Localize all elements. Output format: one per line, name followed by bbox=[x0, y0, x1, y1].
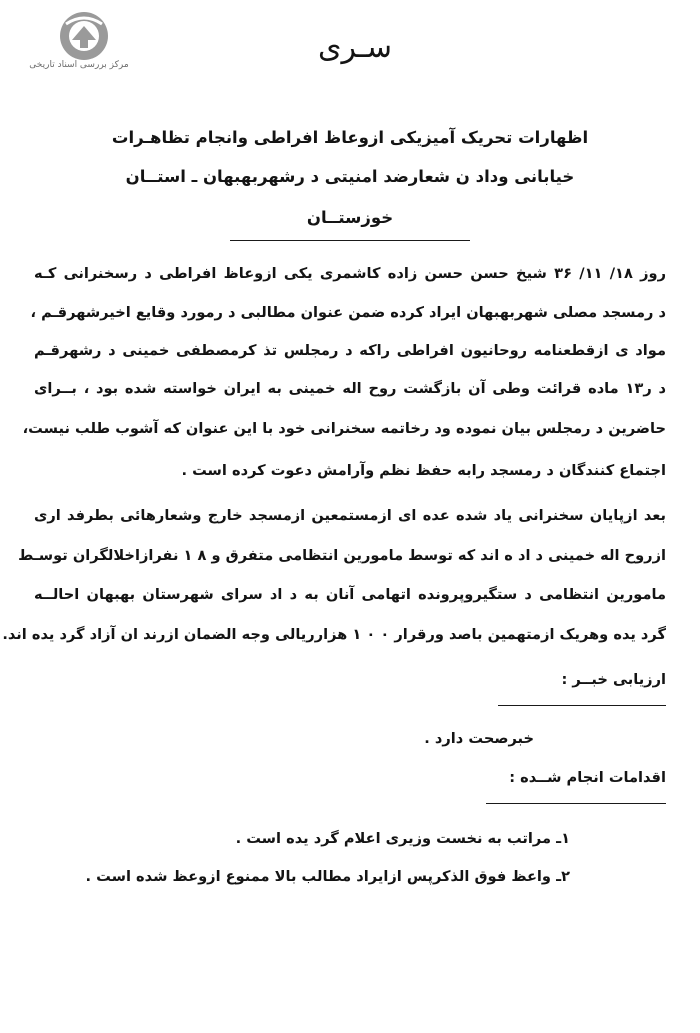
body-line-6: اجتماع کنندگان د رمسجد رابه حفظ نظم وآرامش دعوت کرده است . bbox=[181, 462, 666, 479]
body-line-9: مامورین انتظامی د ستگیروپرونده اتهامی آنان به د اد سرای شهرستان بهبهان احالــه bbox=[34, 586, 666, 603]
archive-logo-caption: مرکز بررسی اسناد تاریخی bbox=[29, 60, 129, 70]
body-line-7: بعد ازپایان سخنرانی یاد شده عده ای ازمستمعین ازمسجد خارج وشعارهائی بطرفد اری bbox=[34, 507, 666, 524]
action-item-2: ۲ـ واعظ فوق الذکرپس ازایراد مطالب بالا ممنوع ازوعظ شده است . bbox=[85, 868, 570, 885]
action-item-1: ۱ـ مراتب به نخست وزیری اعلام گرد یده است . bbox=[235, 830, 570, 847]
title-line-3: خوزستــان bbox=[306, 208, 394, 227]
assessment-label: ارزیابی خبــر : bbox=[561, 671, 666, 688]
assessment-underline bbox=[498, 705, 666, 706]
body-line-8: ازروح اله خمینی د اد ه اند که توسط مامورین انتظامی متفرق و ۸ ۱ نفرازاخلالگران توسـط bbox=[18, 547, 666, 564]
classification-mark: سـری bbox=[318, 30, 392, 65]
body-line-4: د ر۱۳ ماده قرائت وطی آن بازگشت روح اله خمینی به ایران خواسته شده بود ، بــرای bbox=[34, 380, 666, 397]
title-line-2: خیابانی وداد ن شعارضد امنیتی د رشهربهبهان ـ استــان bbox=[125, 167, 575, 186]
actions-label: اقدامات انجام شــده : bbox=[509, 769, 666, 786]
archive-logo bbox=[14, 10, 144, 74]
title-underline bbox=[230, 240, 470, 241]
body-line-5: حاضرین د رمجلس بیان نموده ود رخاتمه سخنرانی خود با این عنوان که آشوب طلب نیست، bbox=[22, 420, 666, 437]
archive-logo-icon bbox=[58, 10, 110, 62]
assessment-text: خبرصحت دارد . bbox=[424, 730, 534, 747]
actions-underline bbox=[486, 803, 666, 804]
title-line-1: اظهارات تحریک آمیزیکی ازوعاظ افراطی وانجام تظاهـرات bbox=[111, 128, 589, 147]
body-line-3: مواد ی ازقطعنامه روحانیون افراطی راکه د رمجلس تذ کرمصطفی خمینی د رشهرقـم bbox=[34, 342, 666, 359]
body-line-10: گرد یده وهریک ازمتهمین باصد ورقرار ۰ ۰ ۱ هزارریالی وجه الضمان ازرند ان آزاد گرد یده اند. bbox=[2, 626, 666, 643]
body-line-2: د رمسجد مصلی شهربهبهان ایراد کرده ضمن عنوان مطالبی د رمورد وقایع اخیرشهرقـم ، bbox=[30, 304, 666, 321]
body-line-1: روز ۱۸/ ۱۱/ ۳۶ شیخ حسن حسن زاده کاشمری یکی ازوعاظ افراطی د رسخنرانی کـه bbox=[34, 265, 666, 282]
